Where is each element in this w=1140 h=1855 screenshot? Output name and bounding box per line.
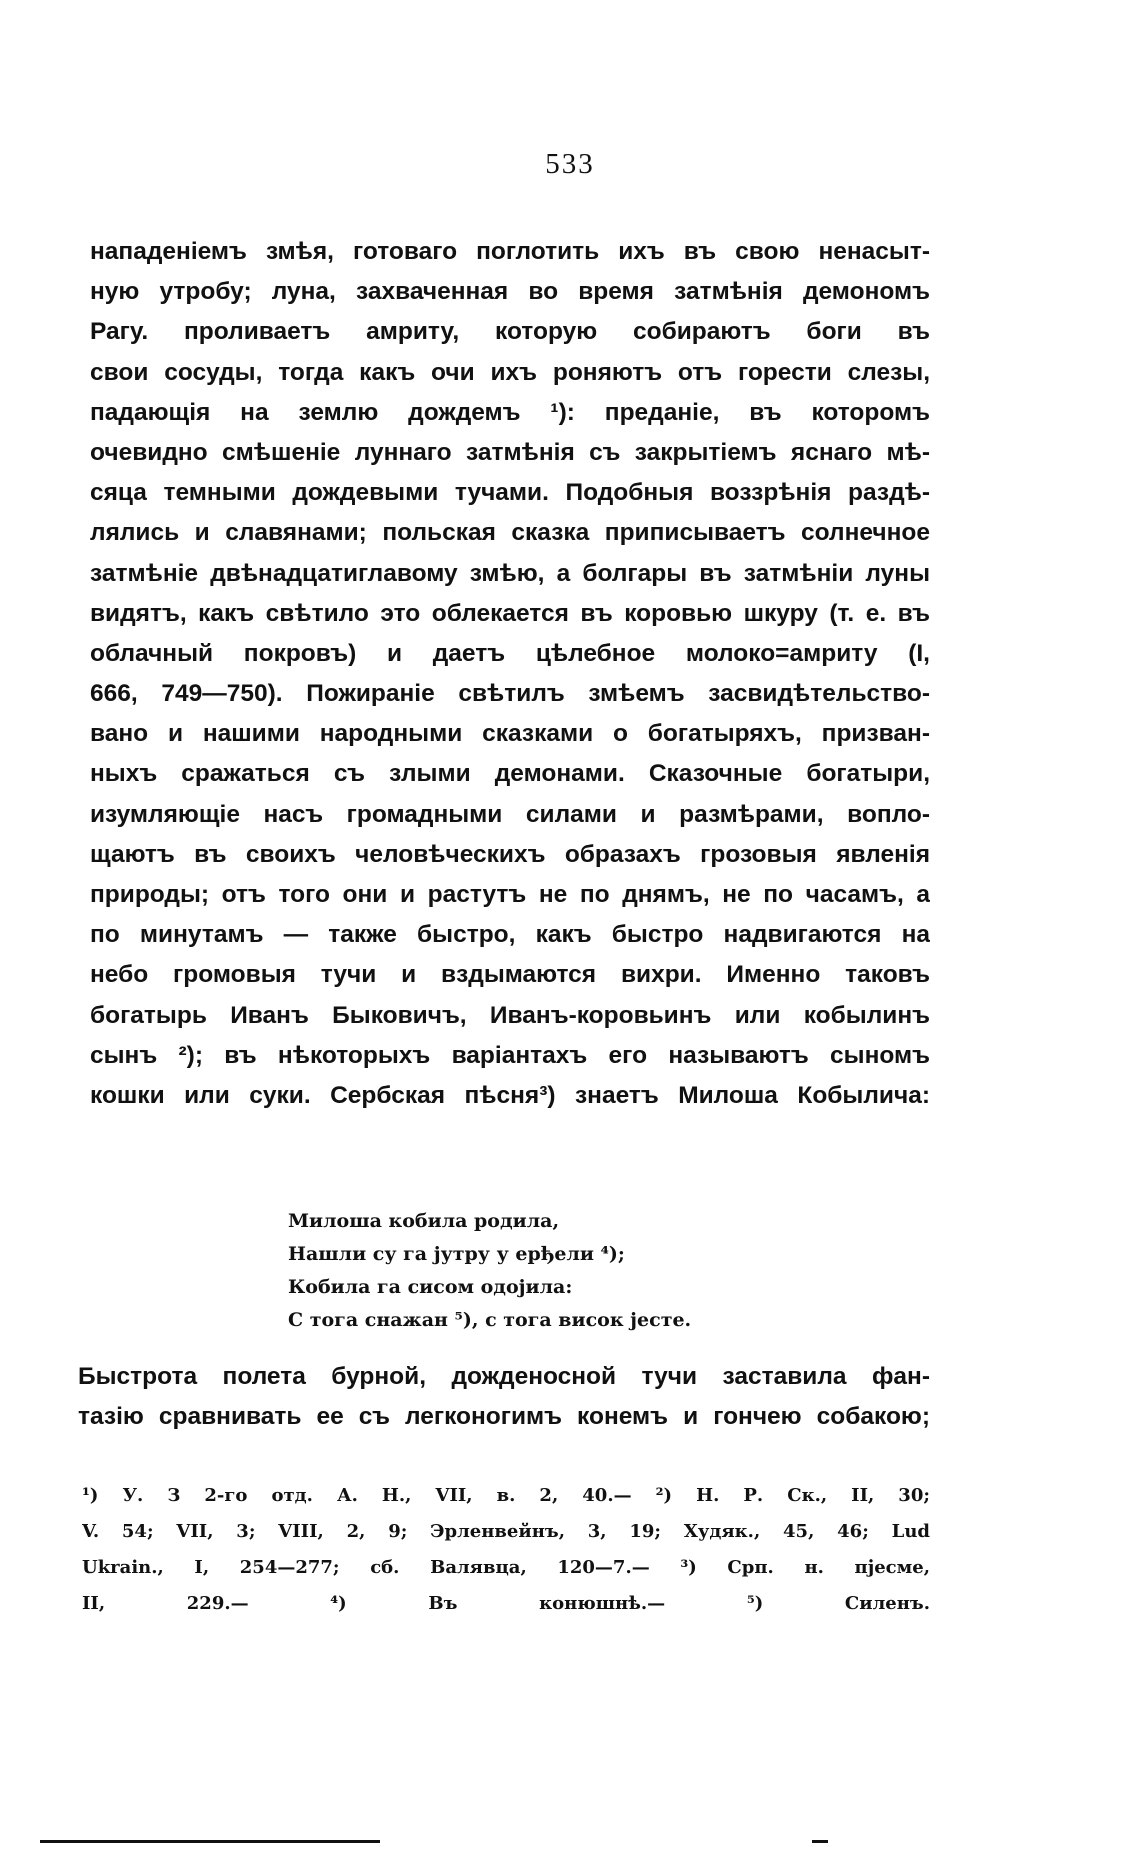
text-line: ную утробу; луна, захваченная во время затмѣнія демономъ [90,278,930,306]
text-line: лялись и славянами; польская сказка приписываетъ солнечное [90,519,930,547]
poem-quote [288,1205,691,1337]
text-line: падающія на землю дождемъ ¹): преданіе, въ которомъ [90,398,930,426]
poem-line: Кобила га сисом одојила: [288,1276,573,1298]
page-number: 533 [545,148,595,180]
text-line: видятъ, какъ свѣтило это облекается въ коровью шкуру (т. е. въ [90,599,930,627]
text-line: ныхъ сражаться съ злыми демонами. Сказочные богатыри, [90,760,930,788]
text-line: очевидно смѣшеніе луннаго затмѣнія съ закрытіемъ яснаго мѣ- [90,438,930,466]
footnote-line: II, 229.— ⁴) Въ конюшнѣ.— ⁵) Силенъ. [82,1593,930,1614]
poem-line: Нашли су га јутру у ерђели ⁴); [288,1243,625,1265]
text-line: облачный покровъ) и даетъ цѣлебное молоко=амриту (I, [90,639,930,667]
text-line: сяца темными дождевыми тучами. Подобныя воззрѣнія раздѣ- [90,479,930,507]
main-paragraph [90,232,930,1116]
text-line: свои сосуды, тогда какъ очи ихъ роняютъ отъ горести слезы, [90,358,930,386]
text-line: изумляющіе насъ громадными силами и размѣрами, вопло- [90,800,930,828]
text-line: тазію сравнивать ее съ легконогимъ конемъ и гончею собакою; [78,1403,930,1431]
text-line: вано и нашими народными сказками о богатыряхъ, призван- [90,720,930,748]
bottom-scan-rule [40,1840,380,1843]
text-line: кошки или суки. Сербская пѣсня³) знаетъ Милоша Кобылича: [90,1081,930,1109]
text-line: сынъ ²); въ нѣкоторыхъ варіантахъ его называютъ сыномъ [90,1041,930,1069]
footnotes [82,1478,930,1622]
footnote-line: V. 54; VII, 3; VIII, 2, 9; Эрленвейнъ, 3, 19; Худяк., 45, 46; Lud [82,1521,930,1542]
text-line: природы; отъ того они и растутъ не по днямъ, не по часамъ, а [90,881,930,908]
poem-line: Милоша кобила родила, [288,1210,560,1232]
continuation-paragraph [78,1356,930,1436]
footnote-line: ¹) У. З 2-го отд. А. Н., VII, в. 2, 40.— ²) Н. Р. Ск., II, 30; [82,1485,930,1506]
text-line: 666, 749—750). Пожираніе свѣтилъ змѣемъ засвидѣтельство- [90,680,930,708]
text-line: нападеніемъ змѣя, готоваго поглотить ихъ въ свою ненасыт- [90,238,930,265]
text-line: Быстрота полета бурной, дожденосной тучи заставила фан- [78,1363,930,1390]
text-line: щаютъ въ своихъ человѣческихъ образахъ грозовыя явленія [90,840,930,868]
text-line: затмѣніе двѣнадцатиглавому змѣю, а болгары въ затмѣніи луны [90,559,930,587]
bottom-scan-dash [812,1840,828,1843]
footnote-line: Ukrain., I, 254—277; сб. Валявца, 120—7.— ³) Срп. н. пјесме, [82,1557,930,1578]
text-line: небо громовыя тучи и вздымаются вихри. Именно таковъ [90,961,930,989]
text-line: Рагу. проливаетъ амриту, которую собираютъ боги въ [90,318,930,346]
text-line: по минутамъ — также быстро, какъ быстро надвигаются на [90,921,930,949]
poem-line: С тога снажан ⁵), с тога висок јесте. [288,1309,692,1331]
text-line: богатырь Иванъ Быковичъ, Иванъ-коровьинъ или кобылинъ [90,1001,930,1029]
